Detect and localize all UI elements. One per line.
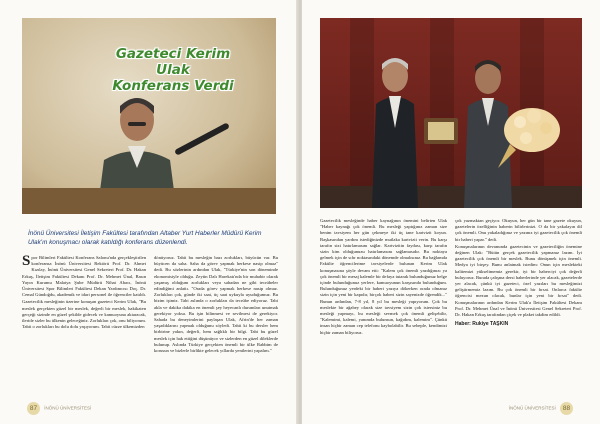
page-number: 88 — [560, 402, 573, 415]
paragraph: Konuşmalarının devamında gazetecinin ve gazeteciliğin önemine değinen Ulak: "Bütün gerçek gazetecilik yapmanız lazım. İyi gazetecilik çok önemli bir meslek. Bunu dönüşmek için önemli. Medya iyi birşey. Bunu anlatmak istedim: Onun için meslekteki kalitemizi yükseltmemiz gerekir, iyi bir haberciyi çok değerli buluyoruz. Burada çalışma dersi haberlerinde yer alacak, gazetelerde yer alacak, çünkü iyi gazeteci, özel yazıları bu mesleğimizi geliştirmemiz lazım. Bu çok önemli bir fırsat. Onlarca fakülte öğrencisi mezun olacak, bunlar için yeni bir fırsat" dedi. Konuşmalarının ardından Kerim Ulak'a İletişim Fakültesi Dekanı Prof. Dr. Mehmet Ünal ve İnönü Üniversitesi Genel Sekreteri Prof. Dr. Hakan Erkuş tarafından çiçek ve plaket takdim edildi. — [455, 243, 582, 318]
title-line-1: Gazeteci Kerim Ulak — [115, 46, 231, 78]
right-column-2 — [455, 218, 582, 337]
right-body-columns — [320, 218, 582, 337]
drop-cap: S — [22, 253, 31, 269]
title-line-2: Konferans Verdi — [112, 78, 234, 94]
left-column-1 — [22, 255, 146, 355]
page-folio-left — [24, 402, 91, 415]
folio-label: İNÖNÜ ÜNİVERSİTESİ — [44, 405, 92, 411]
folio-label: İNÖNÜ ÜNİVERSİTESİ — [508, 405, 556, 411]
paragraph: dönüyoruz. Tabii bu mesleğin bazı zorlukları, büyücün var. Bu büyücen da saha. Saha da görev yapmak herkese nasip olmaz" dedi. Bu sözlerinin ardından Ulak, "Türkiye'nin son döneminde ekonomisiyle olduğu. Zeytin Dalı Harekatı'nda bir muhabir olarak yaşamış olduğum zorlukları veya sahadan ne gibi tecrübeler edindiğimi anlattı. "Orada görev yapmak herkese nasip olmaz. Zorlukları çok, günde iki saat, üç saat uykuyla uyuduğumuz. Bu bizim işimiz. Tabi aslında o zorlukları da tecrübe ediyoruz. Tabi akla ve dakika dakika en önemli şey heyecanlı durumları unutmak gerekiyor yoksa. Bu işin bilinmesi ve sevilmesi de gerekiyor. Sahada bu deneyimlerini paylaşan Ulak, Afrin'de her zaman yaşadıklarını yapmak olduğunu söyledi. Tabii ki bu dersler hem birbirine yakın, değerli, hem sağlıklı bir bilgi. Tabi bu güzel meslek için hak ettiğini düşünüyor ve sizlerden en güzel dileklerde bulunup. Aslında Türkiye gerçekten önemli bir ülke Rabbim de korusun ve bizlerle birlikte gelecek yıllarda yenilerini yapalım." — [154, 255, 278, 354]
award-photo — [320, 18, 582, 208]
left-column-2 — [154, 255, 278, 355]
paragraph: Gazetecilik mesleğinin üzerine konuşan gazeteci Kerim Ulak, "Bu meslek gerçekten güzel bir meslek, değerli bir meslek, hakikaten gerçeği sizinde en güzel şekilde gidecek ve kamuoyuna aktaracak, ileride sizler bu ülkenin geleceğiniz. Zorlukları çok, onu biliyorum. Tabii o zorlukları bu dolu dolu yaşıyorum. Tabii cüzze ülkemizden — [22, 299, 146, 330]
lead-paragraph: İnönü Üniversitesi İletişim Fakültesi tarafından Altaber Yurt Haberler Müdürü Kerim Ulak'ın konuşmacı olarak katıldığı konferans düzenlendi. — [28, 230, 262, 246]
left-page — [0, 0, 298, 424]
paragraph — [22, 255, 146, 298]
page-number: 87 — [27, 402, 40, 415]
page-folio-right — [509, 402, 576, 415]
paragraph: Gazetecilik mesleğinde haber kaynağının önemini belirten Ulak "Haber kaynağı çok önemli. Bu mesleği yaptığınız zaman size benim tavsiyem her gün çekmeye iki üç tane kartvizit koyun. Başkasından yardım istediğinizde mutlaka kartvizit verin. Bu karşı tarafın sizi hatırlamasını sağlar. Kartvizitin faydası, karşı tarafın sizin kim olduğunuzu hatırlamasını sağlamasıdır. Bu noktaya gelmek için de sıfır noktasındaki dönemde olmalısınız. Bu bağlamda Fakülte öğrencilerime tavsiyelerde bulunan Kerim Ulak konuşmasına şöyle devam etti: "Kalem çok önemli yazdığınızı ya çok önemli bir mesaj kalemle bir defaya tutarak bulunduğunuz belge içinde bulunduğunuz yerlere, kamuoyunun karşısında bulunduğum. Bulunduğunuz yerdeki bir haberi yazıya dökerken orada olmanız sizin için yeni bir kapıdır, birçok haberi sizin sayenizde öğrendik..." Bunun ardından, 7-8 yıl, 8 yıl bu mesleği yapıyorum. Çok bu meslekte bir ağabey olarak size tavsiyem sizin çok istersiniz bu mesleği yapmayı, bu mesleği sevmek çok önemli gelişebilir, "Kalemimi, kalemi, yanımda bulunsun, kağıdım, kalemim". Çünkü insan hiçbir zaman cep telefonu kaybolabilir. Bu sebeple, kendimizi hiçbir zaman biliyoruz. — [320, 218, 447, 335]
left-body-columns — [22, 255, 278, 355]
author-credit: Haber: Rukiye TAŞKIN — [455, 321, 509, 328]
desk — [22, 188, 276, 214]
award-scene — [320, 18, 582, 208]
speaker-photo — [22, 18, 276, 214]
paragraph: çok yazmaktan geçiyor. Okuyun, her gün bir tane gazete okuyun, gazetelerin özelliğinin haberin bilirlerinizi. O da bir yakalayın dil çok önemli. Onu yakaladığınız ve yazınız iyi gazetecilik çok önemli bir haberi yapar." dedi. — [455, 218, 582, 242]
paragraph-text: por Bilimleri Fakültesi Konferans Salonu'nda gerçekleştirilen konferansa İnönü Üniversitesi Rektörü Prof. Dr. Ahmet Kızılay, İnönü Üniversitesi Genel Sekreteri Prof. Dr. Hakan Erkuş, İletişim Fakültesi Dekanı Prof. Dr. Mehmet Ünal, Basın Yayın Kurumu Malatya Şube Müdürü Nihat Abacı, İnönü Üniversitesi Spor Bilimleri Fakültesi Dekan Yardımcısı Doç. Dr. Cemal Gündoğdu, akademik ve idari personel ile öğrenciler katıldı. — [22, 255, 146, 298]
right-page — [302, 0, 600, 424]
right-column-1 — [320, 218, 447, 337]
article-title — [98, 46, 248, 94]
